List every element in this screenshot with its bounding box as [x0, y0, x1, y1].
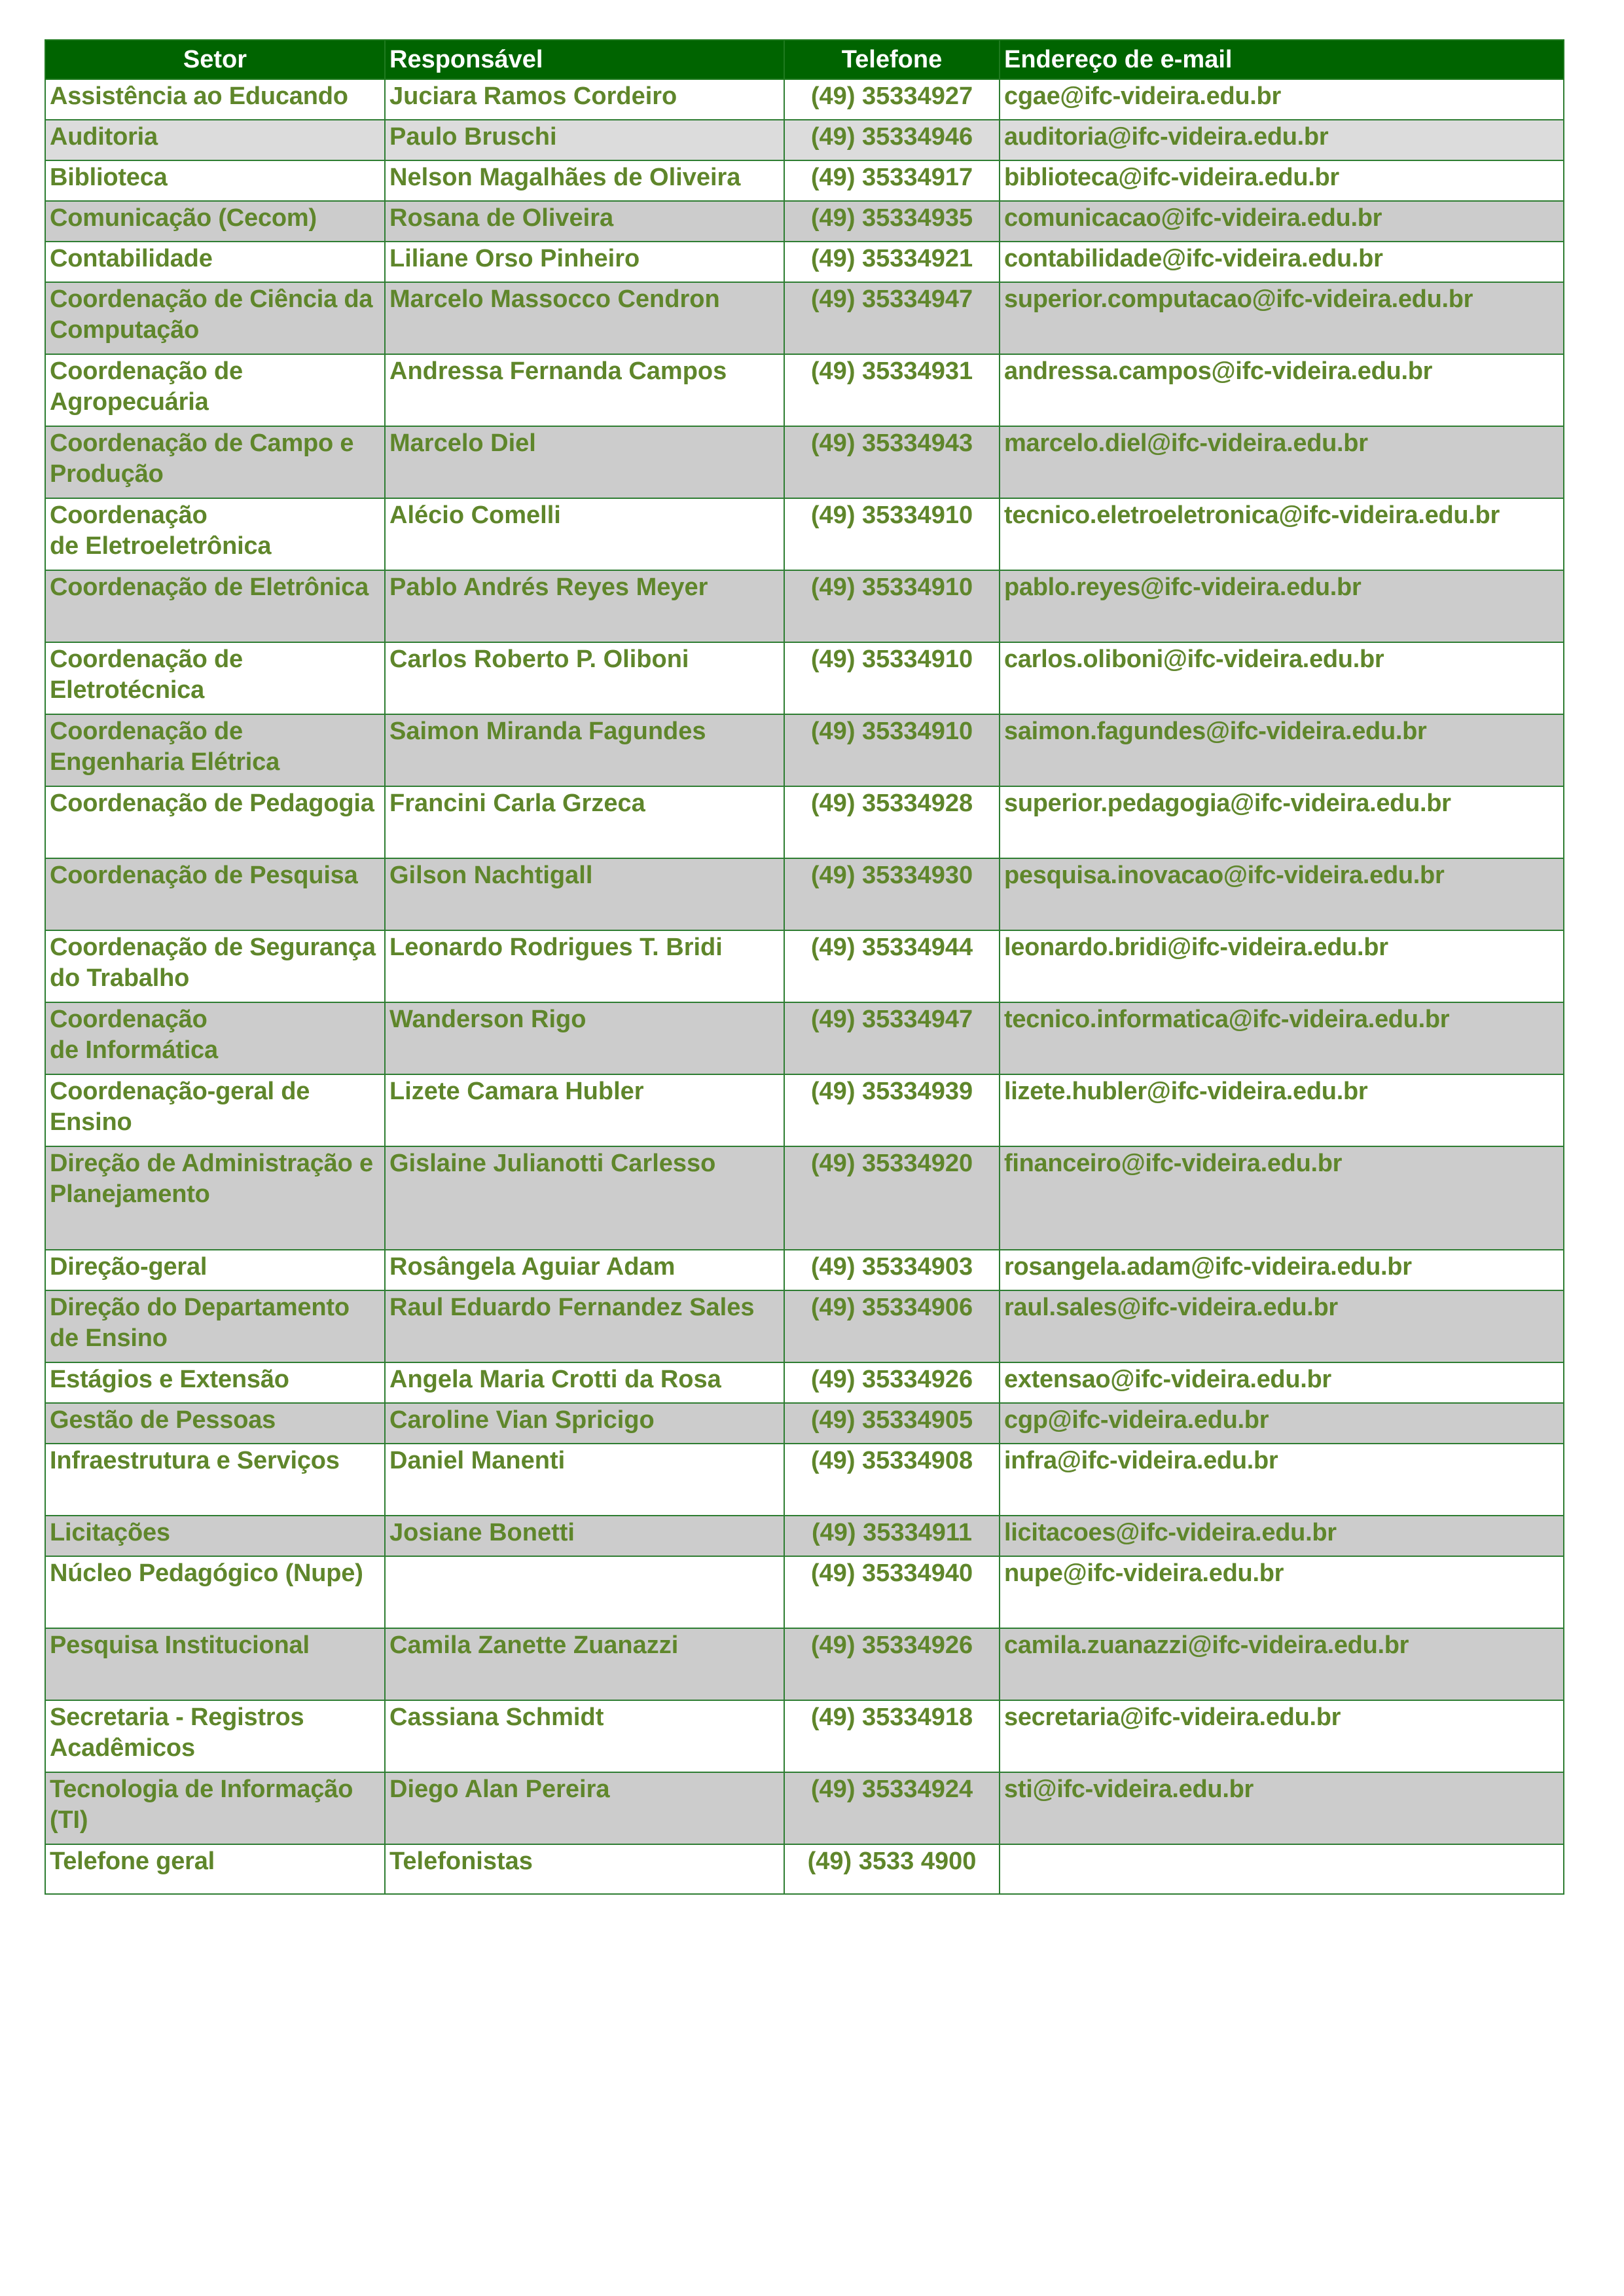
email-cell[interactable]: comunicacao@ifc-videira.edu.br	[1000, 201, 1564, 242]
email-cell[interactable]: superior.computacao@ifc-videira.edu.br	[1000, 282, 1564, 354]
table-row	[45, 1290, 1564, 1362]
email-cell[interactable]: licitacoes@ifc-videira.edu.br	[1000, 1516, 1564, 1556]
email-cell[interactable]: financeiro@ifc-videira.edu.br	[1000, 1146, 1564, 1250]
sector-cell: Coordenação de Campo e Produção	[45, 426, 385, 498]
table-row	[45, 242, 1564, 282]
header-sector: Setor	[45, 40, 385, 79]
email-cell[interactable]: contabilidade@ifc-videira.edu.br	[1000, 242, 1564, 282]
email-cell[interactable]: superior.pedagogia@ifc-videira.edu.br	[1000, 786, 1564, 858]
email-cell[interactable]: tecnico.informatica@ifc-videira.edu.br	[1000, 1002, 1564, 1074]
table-row	[45, 120, 1564, 160]
sector-cell: Núcleo Pedagógico (Nupe)	[45, 1556, 385, 1628]
table-row	[45, 79, 1564, 120]
email-cell[interactable]: raul.sales@ifc-videira.edu.br	[1000, 1290, 1564, 1362]
sector-cell: Coordenação-geral de Ensino	[45, 1074, 385, 1146]
contacts-table	[45, 39, 1564, 1895]
sector-cell: Secretaria - Registros Acadêmicos	[45, 1700, 385, 1772]
email-cell[interactable]: marcelo.diel@ifc-videira.edu.br	[1000, 426, 1564, 498]
sector-cell: Coordenação de Ciência da Computação	[45, 282, 385, 354]
sector-cell: Coordenação de Pesquisa	[45, 858, 385, 930]
sector-cell: Telefone geral	[45, 1844, 385, 1894]
table-row	[45, 570, 1564, 642]
table-row	[45, 1250, 1564, 1290]
responsible-cell: Camila Zanette Zuanazzi	[385, 1628, 784, 1700]
header-responsible: Responsável	[385, 40, 784, 79]
sector-cell: Direção-geral	[45, 1250, 385, 1290]
responsible-cell: Caroline Vian Spricigo	[385, 1403, 784, 1444]
table-row	[45, 1700, 1564, 1772]
email-cell[interactable]: rosangela.adam@ifc-videira.edu.br	[1000, 1250, 1564, 1290]
phone-cell[interactable]: (49) 35334943	[784, 426, 1000, 498]
table-row	[45, 426, 1564, 498]
phone-cell[interactable]: (49) 35334944	[784, 930, 1000, 1002]
email-cell[interactable]: sti@ifc-videira.edu.br	[1000, 1772, 1564, 1844]
sector-cell: Direção de Administração e Planejamento	[45, 1146, 385, 1250]
responsible-cell: Saimon Miranda Fagundes	[385, 714, 784, 786]
phone-cell[interactable]: (49) 35334927	[784, 79, 1000, 120]
phone-cell[interactable]: (49) 35334903	[784, 1250, 1000, 1290]
table-row	[45, 282, 1564, 354]
table-row	[45, 1362, 1564, 1403]
sector-cell: Direção do Departamento de Ensino	[45, 1290, 385, 1362]
table-row	[45, 354, 1564, 426]
table-row	[45, 1444, 1564, 1516]
email-cell[interactable]: nupe@ifc-videira.edu.br	[1000, 1556, 1564, 1628]
sector-cell: Pesquisa Institucional	[45, 1628, 385, 1700]
phone-cell[interactable]: (49) 35334911	[784, 1516, 1000, 1556]
sector-cell: Licitações	[45, 1516, 385, 1556]
table-header	[45, 40, 1564, 79]
email-cell[interactable]: lizete.hubler@ifc-videira.edu.br	[1000, 1074, 1564, 1146]
email-cell[interactable]: tecnico.eletroeletronica@ifc-videira.edu.br	[1000, 498, 1564, 570]
sector-cell: Contabilidade	[45, 242, 385, 282]
email-cell[interactable]: auditoria@ifc-videira.edu.br	[1000, 120, 1564, 160]
responsible-cell: Angela Maria Crotti da Rosa	[385, 1362, 784, 1403]
email-cell[interactable]: secretaria@ifc-videira.edu.br	[1000, 1700, 1564, 1772]
sector-cell: Biblioteca	[45, 160, 385, 201]
email-cell[interactable]: cgae@ifc-videira.edu.br	[1000, 79, 1564, 120]
phone-cell[interactable]: (49) 35334935	[784, 201, 1000, 242]
responsible-cell: Lizete Camara Hubler	[385, 1074, 784, 1146]
phone-cell[interactable]: (49) 35334931	[784, 354, 1000, 426]
sector-cell: Coordenação de Eletroeletrônica	[45, 498, 385, 570]
phone-cell[interactable]: (49) 35334946	[784, 120, 1000, 160]
phone-cell[interactable]: (49) 3533 4900	[784, 1844, 1000, 1894]
responsible-cell: Rosângela Aguiar Adam	[385, 1250, 784, 1290]
email-cell[interactable]: pablo.reyes@ifc-videira.edu.br	[1000, 570, 1564, 642]
table-row	[45, 1403, 1564, 1444]
phone-cell[interactable]: (49) 35334910	[784, 642, 1000, 714]
sector-cell: Coordenação de Informática	[45, 1002, 385, 1074]
phone-cell[interactable]: (49) 35334947	[784, 282, 1000, 354]
table-row	[45, 786, 1564, 858]
header-email: Endereço de e-mail	[1000, 40, 1564, 79]
responsible-cell: Gilson Nachtigall	[385, 858, 784, 930]
responsible-cell: Diego Alan Pereira	[385, 1772, 784, 1844]
email-cell[interactable]: pesquisa.inovacao@ifc-videira.edu.br	[1000, 858, 1564, 930]
phone-cell[interactable]: (49) 35334908	[784, 1444, 1000, 1516]
phone-cell[interactable]: (49) 35334910	[784, 498, 1000, 570]
responsible-cell: Wanderson Rigo	[385, 1002, 784, 1074]
responsible-cell: Alécio Comelli	[385, 498, 784, 570]
responsible-cell	[385, 1556, 784, 1628]
sector-cell: Auditoria	[45, 120, 385, 160]
sector-cell: Infraestrutura e Serviços	[45, 1444, 385, 1516]
table-row	[45, 498, 1564, 570]
email-cell[interactable]: infra@ifc-videira.edu.br	[1000, 1444, 1564, 1516]
sector-cell: Coordenação de Eletrônica	[45, 570, 385, 642]
responsible-cell: Rosana de Oliveira	[385, 201, 784, 242]
responsible-cell: Gislaine Julianotti Carlesso	[385, 1146, 784, 1250]
sector-cell: Coordenação de Agropecuária	[45, 354, 385, 426]
responsible-cell: Liliane Orso Pinheiro	[385, 242, 784, 282]
phone-cell[interactable]: (49) 35334940	[784, 1556, 1000, 1628]
responsible-cell: Andressa Fernanda Campos	[385, 354, 784, 426]
responsible-cell: Raul Eduardo Fernandez Sales	[385, 1290, 784, 1362]
phone-cell[interactable]: (49) 35334947	[784, 1002, 1000, 1074]
table-row	[45, 1772, 1564, 1844]
phone-cell[interactable]: (49) 35334926	[784, 1628, 1000, 1700]
phone-cell[interactable]: (49) 35334928	[784, 786, 1000, 858]
table-row	[45, 201, 1564, 242]
phone-cell[interactable]: (49) 35334910	[784, 570, 1000, 642]
sector-cell: Coordenação de Eletrotécnica	[45, 642, 385, 714]
responsible-cell: Leonardo Rodrigues T. Bridi	[385, 930, 784, 1002]
table-row	[45, 1074, 1564, 1146]
phone-cell[interactable]: (49) 35334918	[784, 1700, 1000, 1772]
phone-cell[interactable]: (49) 35334905	[784, 1403, 1000, 1444]
responsible-cell: Paulo Bruschi	[385, 120, 784, 160]
responsible-cell: Daniel Manenti	[385, 1444, 784, 1516]
responsible-cell: Marcelo Diel	[385, 426, 784, 498]
sector-cell: Coordenação de Engenharia Elétrica	[45, 714, 385, 786]
responsible-cell: Josiane Bonetti	[385, 1516, 784, 1556]
responsible-cell: Cassiana Schmidt	[385, 1700, 784, 1772]
email-cell[interactable]: leonardo.bridi@ifc-videira.edu.br	[1000, 930, 1564, 1002]
table-row	[45, 1002, 1564, 1074]
table-row	[45, 1516, 1564, 1556]
table-row	[45, 160, 1564, 201]
header-phone: Telefone	[784, 40, 1000, 79]
phone-cell[interactable]: (49) 35334930	[784, 858, 1000, 930]
phone-cell[interactable]: (49) 35334939	[784, 1074, 1000, 1146]
phone-cell[interactable]: (49) 35334917	[784, 160, 1000, 201]
email-cell[interactable]: saimon.fagundes@ifc-videira.edu.br	[1000, 714, 1564, 786]
phone-cell[interactable]: (49) 35334924	[784, 1772, 1000, 1844]
phone-cell[interactable]: (49) 35334910	[784, 714, 1000, 786]
email-cell[interactable]: andressa.campos@ifc-videira.edu.br	[1000, 354, 1564, 426]
sector-cell: Coordenação de Pedagogia	[45, 786, 385, 858]
sector-cell: Assistência ao Educando	[45, 79, 385, 120]
phone-cell[interactable]: (49) 35334926	[784, 1362, 1000, 1403]
table-row	[45, 1146, 1564, 1250]
table-body	[45, 79, 1564, 1894]
table-row	[45, 714, 1564, 786]
sector-cell: Coordenação de Segurança do Trabalho	[45, 930, 385, 1002]
table-row	[45, 930, 1564, 1002]
phone-cell[interactable]: (49) 35334920	[784, 1146, 1000, 1250]
responsible-cell: Pablo Andrés Reyes Meyer	[385, 570, 784, 642]
table-row	[45, 858, 1564, 930]
responsible-cell: Juciara Ramos Cordeiro	[385, 79, 784, 120]
sector-cell: Estágios e Extensão	[45, 1362, 385, 1403]
sector-cell: Tecnologia de Informação (TI)	[45, 1772, 385, 1844]
email-cell[interactable]: camila.zuanazzi@ifc-videira.edu.br	[1000, 1628, 1564, 1700]
email-cell[interactable]: cgp@ifc-videira.edu.br	[1000, 1403, 1564, 1444]
sector-cell: Comunicação (Cecom)	[45, 201, 385, 242]
table-row	[45, 1844, 1564, 1894]
responsible-cell: Marcelo Massocco Cendron	[385, 282, 784, 354]
table-row	[45, 642, 1564, 714]
email-cell[interactable]: carlos.oliboni@ifc-videira.edu.br	[1000, 642, 1564, 714]
responsible-cell: Carlos Roberto P. Oliboni	[385, 642, 784, 714]
email-cell[interactable]: extensao@ifc-videira.edu.br	[1000, 1362, 1564, 1403]
table-row	[45, 1556, 1564, 1628]
responsible-cell: Telefonistas	[385, 1844, 784, 1894]
table-row	[45, 1628, 1564, 1700]
email-cell[interactable]	[1000, 1844, 1564, 1894]
phone-cell[interactable]: (49) 35334921	[784, 242, 1000, 282]
responsible-cell: Francini Carla Grzeca	[385, 786, 784, 858]
phone-cell[interactable]: (49) 35334906	[784, 1290, 1000, 1362]
email-cell[interactable]: biblioteca@ifc-videira.edu.br	[1000, 160, 1564, 201]
responsible-cell: Nelson Magalhães de Oliveira	[385, 160, 784, 201]
sector-cell: Gestão de Pessoas	[45, 1403, 385, 1444]
